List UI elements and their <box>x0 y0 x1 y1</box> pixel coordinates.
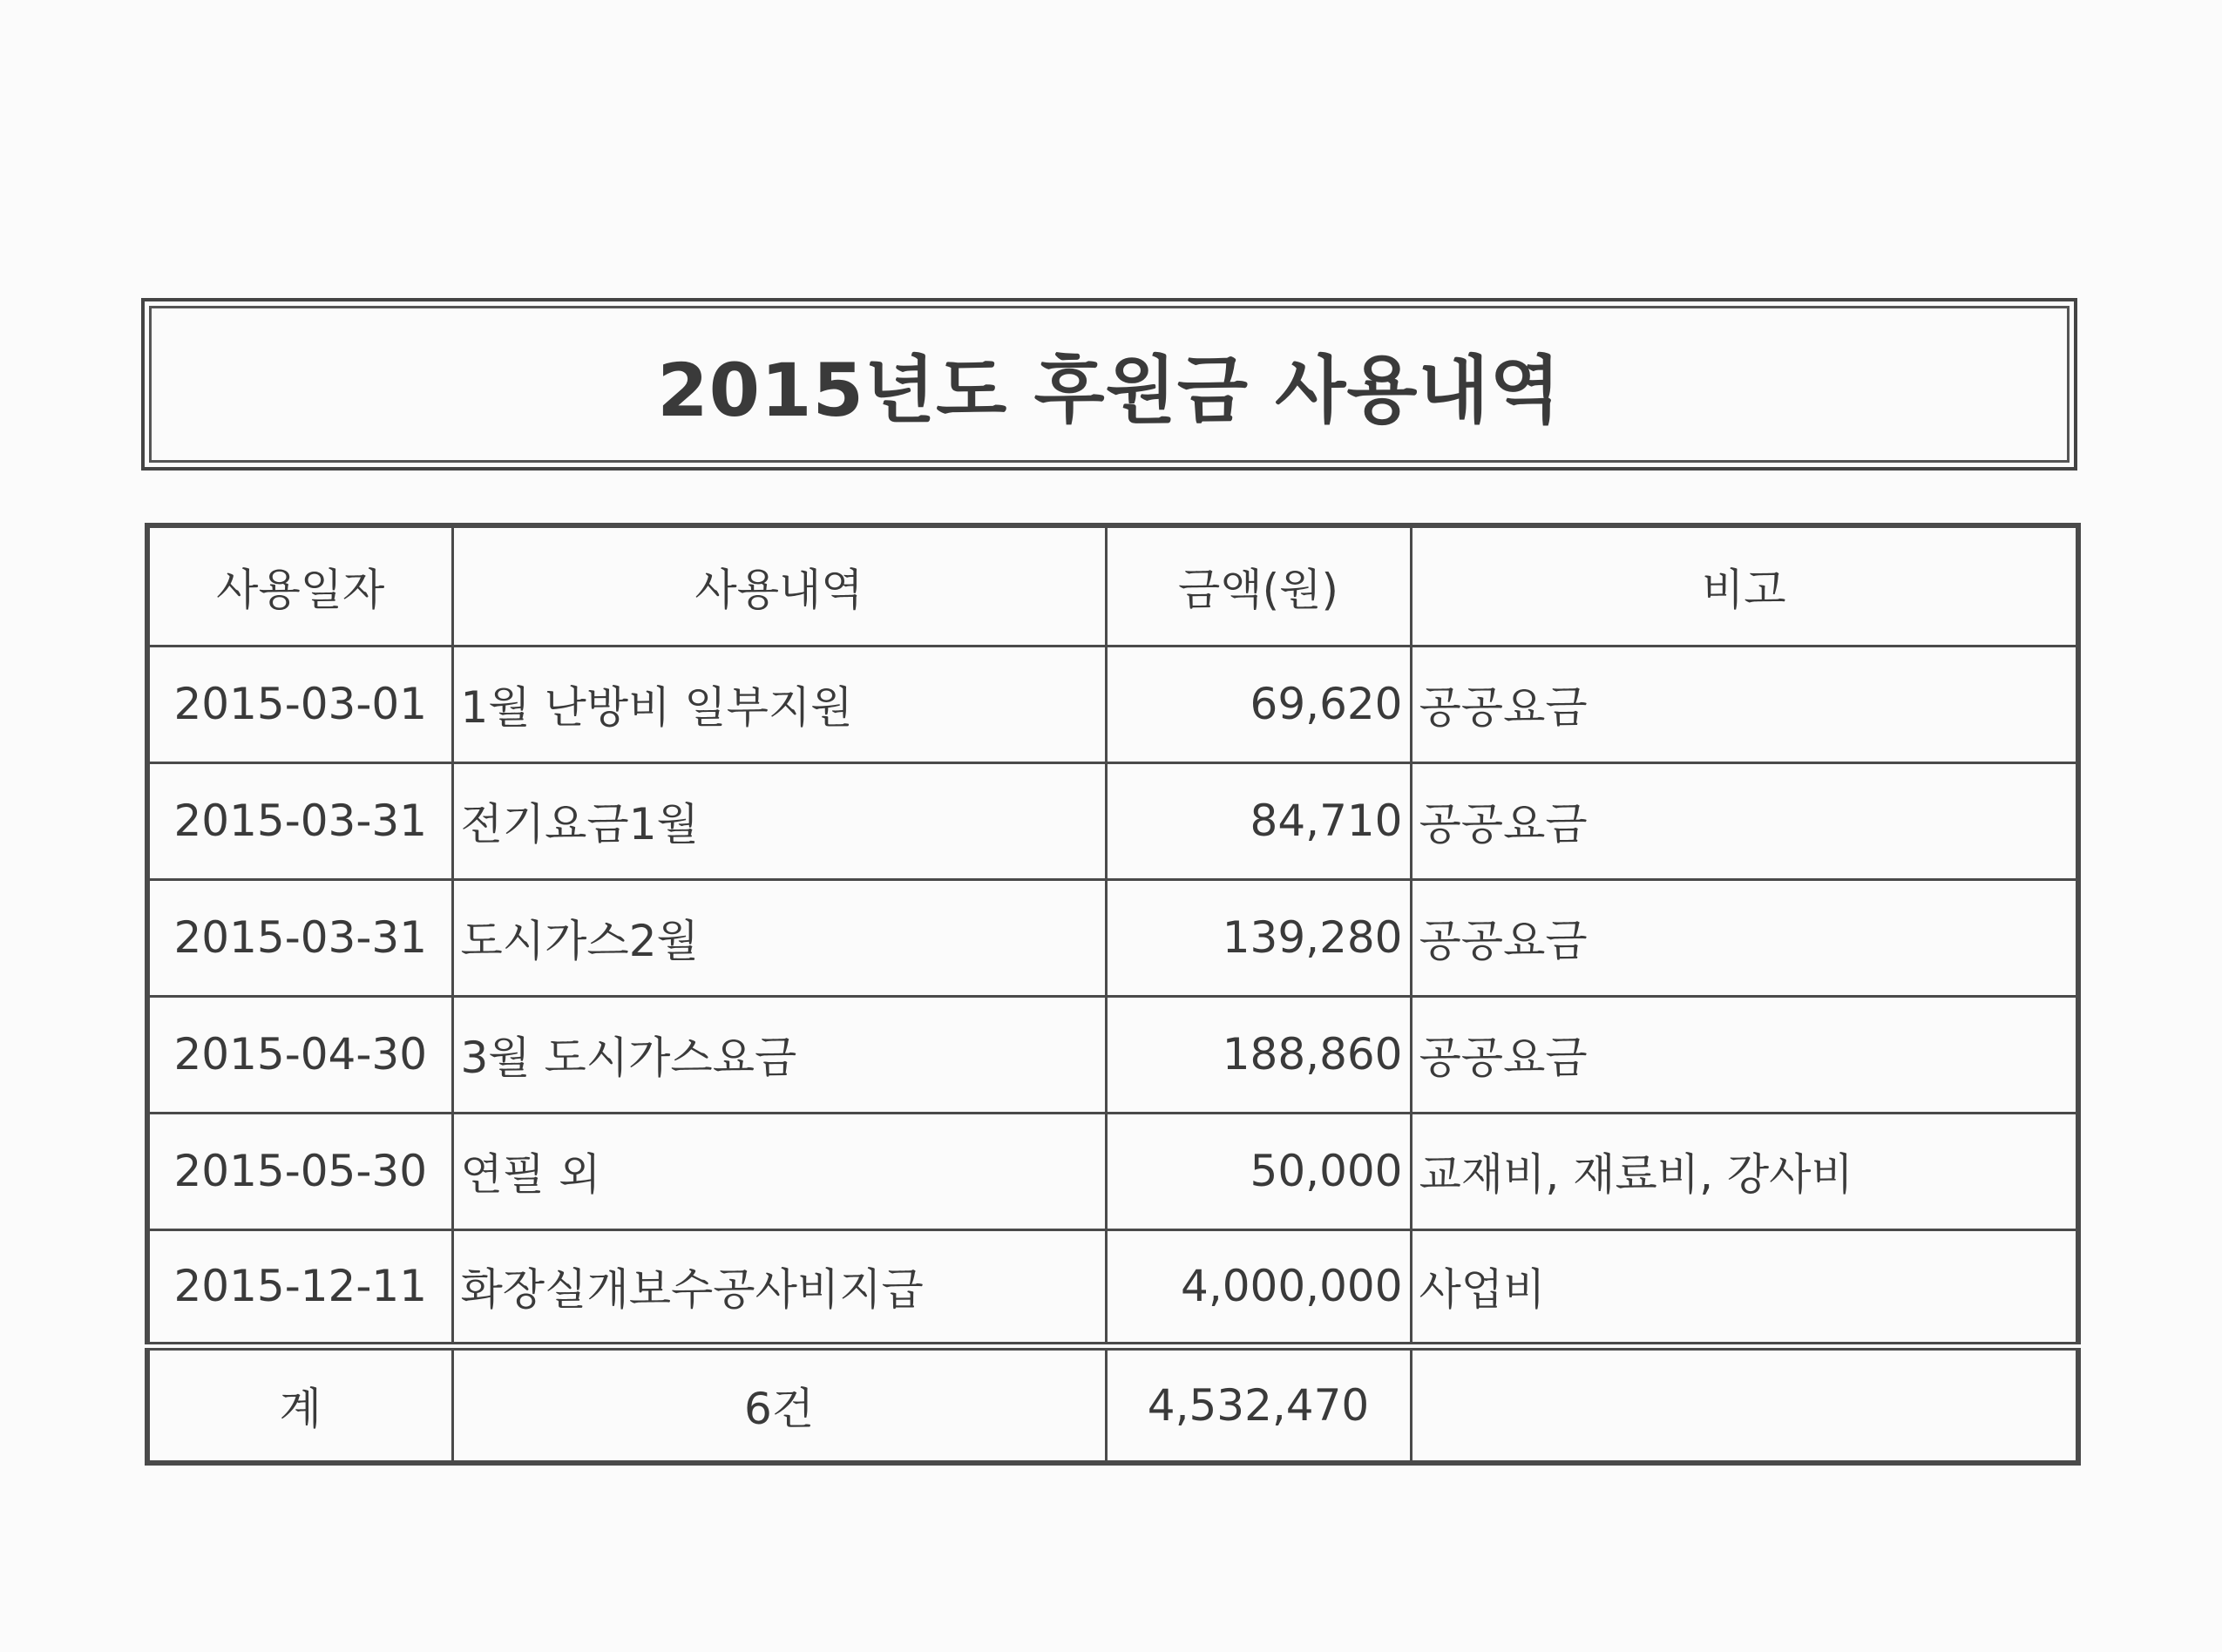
cell-date: 2015-03-01 <box>147 646 452 762</box>
table-row <box>147 762 2078 879</box>
table-row <box>147 879 2078 996</box>
cell-date: 2015-12-11 <box>147 1229 452 1346</box>
page-title: 2015년도 후원금 사용내역 <box>657 347 1561 433</box>
cell-description: 1월 난방비 일부지원 <box>452 646 1106 762</box>
header-description: 사용내역 <box>452 525 1106 646</box>
cell-amount: 4,000,000 <box>1106 1229 1411 1346</box>
cell-amount: 84,710 <box>1106 762 1411 879</box>
header-amount: 금액(원) <box>1106 525 1411 646</box>
cell-date: 2015-05-30 <box>147 1113 452 1229</box>
table-header-row <box>147 525 2078 646</box>
table-row <box>147 1229 2078 1346</box>
cell-note: 공공요금 <box>1411 646 2078 762</box>
cell-amount: 188,860 <box>1106 996 1411 1113</box>
cell-note: 공공요금 <box>1411 762 2078 879</box>
cell-note: 교재비, 재료비, 강사비 <box>1411 1113 2078 1229</box>
cell-date: 2015-03-31 <box>147 762 452 879</box>
total-count: 6건 <box>452 1346 1106 1463</box>
title-inner-frame <box>149 306 2070 463</box>
cell-date: 2015-04-30 <box>147 996 452 1113</box>
cell-description: 화장실개보수공사비지급 <box>452 1229 1106 1346</box>
total-amount: 4,532,470 <box>1106 1346 1411 1463</box>
cell-amount: 50,000 <box>1106 1113 1411 1229</box>
cell-description: 3월 도시가스요금 <box>452 996 1106 1113</box>
table-row <box>147 996 2078 1113</box>
cell-note: 공공요금 <box>1411 879 2078 996</box>
title-box <box>141 298 2077 471</box>
cell-description: 도시가스2월 <box>452 879 1106 996</box>
header-date: 사용일자 <box>147 525 452 646</box>
cell-amount: 69,620 <box>1106 646 1411 762</box>
usage-table <box>145 523 2081 1466</box>
table-row <box>147 1113 2078 1229</box>
cell-note: 공공요금 <box>1411 996 2078 1113</box>
cell-date: 2015-03-31 <box>147 879 452 996</box>
total-label: 계 <box>147 1346 452 1463</box>
header-note: 비고 <box>1411 525 2078 646</box>
total-row <box>147 1346 2078 1463</box>
cell-description: 연필 외 <box>452 1113 1106 1229</box>
cell-description: 전기요금1월 <box>452 762 1106 879</box>
total-note <box>1411 1346 2078 1463</box>
cell-note: 사업비 <box>1411 1229 2078 1346</box>
table-row <box>147 646 2078 762</box>
cell-amount: 139,280 <box>1106 879 1411 996</box>
